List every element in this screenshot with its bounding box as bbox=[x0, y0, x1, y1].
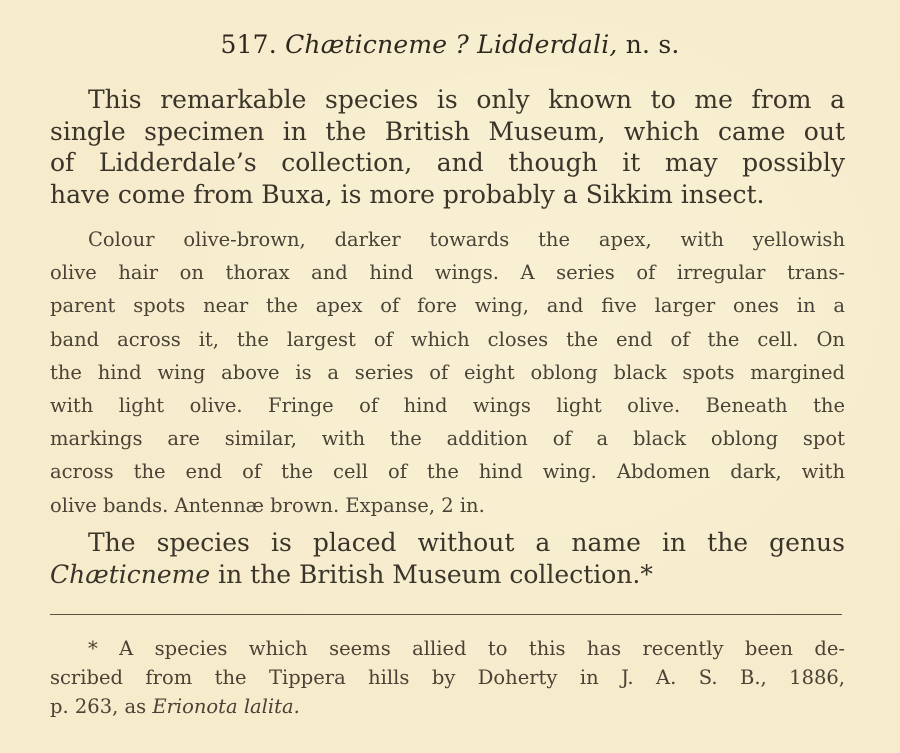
footnote-line: scribed from the Tippera hills by Doherty in J. A. S. B., 1886, bbox=[50, 666, 845, 689]
genus-name: Chæticneme ? bbox=[285, 30, 470, 59]
intro-line: of Lidderdale’s collection, and though it may possibly bbox=[50, 148, 845, 177]
intro-paragraph bbox=[50, 84, 845, 210]
description-line: the hind wing above is a series of eight oblong black spots margined bbox=[50, 360, 845, 384]
footnote bbox=[50, 634, 845, 721]
description-line: parent spots near the apex of fore wing, and five larger ones in a bbox=[50, 294, 845, 318]
footnote-line: * A species which seems allied to this has recently been de- bbox=[88, 637, 845, 660]
new-species-mark: n. s. bbox=[625, 30, 680, 59]
closing-line-rest: in the British Museum collection.* bbox=[210, 559, 653, 589]
intro-line: have come from Buxa, is more probably a Sikkim insect. bbox=[50, 179, 765, 209]
closing-line bbox=[50, 559, 845, 591]
description-paragraph bbox=[50, 223, 845, 522]
intro-line: single specimen in the British Museum, which came out bbox=[50, 116, 845, 146]
species-number: 517. bbox=[220, 30, 277, 59]
description-line: olive hair on thorax and hind wings. A series of irregular trans- bbox=[50, 261, 845, 285]
closing-paragraph bbox=[50, 527, 845, 590]
intro-line: This remarkable species is only known to me from a bbox=[88, 85, 845, 114]
footnote-species-name: Erionota lalita. bbox=[152, 695, 300, 718]
description-line: band across it, the largest of which closes the end of the cell. On bbox=[50, 327, 845, 351]
description-line: across the end of the cell of the hind wing. Abdomen dark, with bbox=[50, 460, 845, 484]
description-line: with light olive. Fringe of hind wings light olive. Beneath the bbox=[50, 394, 845, 418]
description-line: olive bands. Antennæ brown. Expanse, 2 in. bbox=[50, 493, 485, 517]
species-name: Lidderdali, bbox=[477, 30, 618, 59]
footnote-line-plain: p. 263, as bbox=[50, 695, 153, 718]
species-heading bbox=[0, 30, 900, 59]
genus-name: Chæticneme bbox=[50, 559, 211, 589]
closing-line: The species is placed without a name in the genus bbox=[88, 528, 845, 557]
footnote-line bbox=[50, 692, 845, 721]
footnote-divider bbox=[50, 614, 842, 615]
description-line: markings are similar, with the addition of a black oblong spot bbox=[50, 427, 845, 451]
description-line: Colour olive-brown, darker towards the apex, with yellowish bbox=[88, 228, 845, 251]
